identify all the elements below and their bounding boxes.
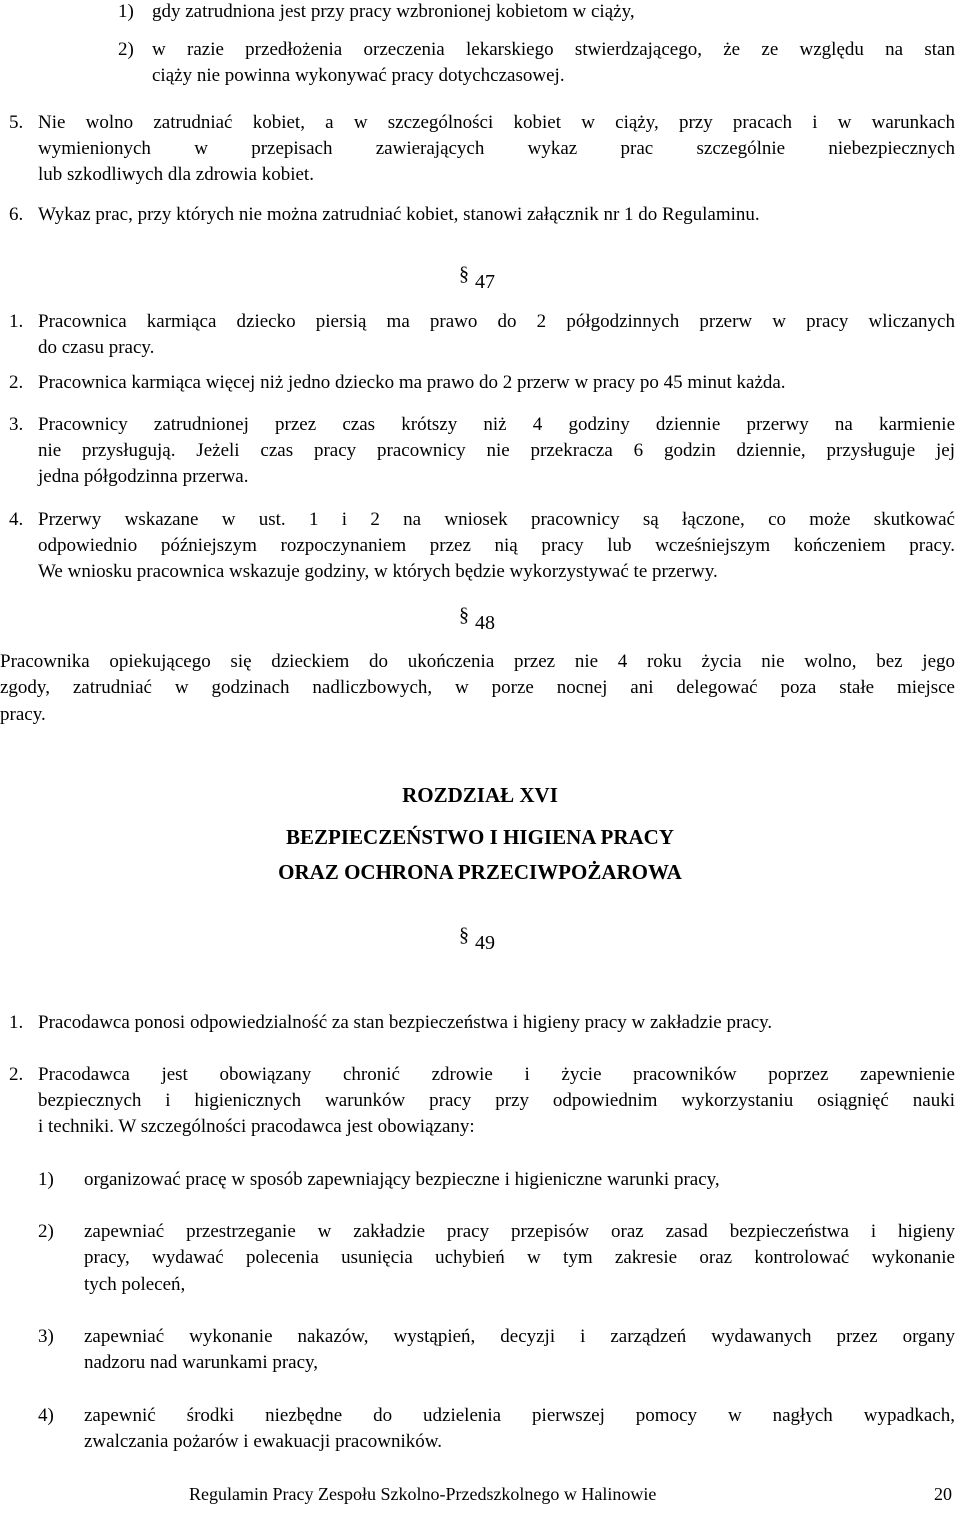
list-item-text: zapewniać przestrzeganie w zakładzie pracy przepisów oraz zasad bezpieczeństwa i higieny [84, 1221, 955, 1242]
paragraph-text: Nie wolno zatrudniać kobiet, a w szczególności kobiet w ciąży, przy pracach i w warunkach [38, 112, 955, 133]
list-item-text: ciąży nie powinna wykonywać pracy dotychczasowej. [152, 65, 565, 86]
paragraph-number: 1. [9, 1012, 24, 1033]
paragraph-text: We wniosku pracownica wskazuje godziny, w których będzie wykorzystywać te przerwy. [38, 561, 718, 582]
section-heading-48 [459, 604, 495, 637]
list-item-text: nadzoru nad warunkami pracy, [84, 1352, 319, 1373]
paragraph-text: i techniki. W szczególności pracodawca jest obowiązany: [38, 1116, 475, 1137]
paragraph-text: jedna półgodzinna przerwa. [38, 466, 249, 487]
paragraph-text: Pracownica karmiąca więcej niż jedno dziecko ma prawo do 2 przerw w pracy po 45 minut każda. [38, 372, 786, 393]
list-number: 1) [38, 1169, 54, 1190]
paragraph-text: Pracownica karmiąca dziecko piersią ma prawo do 2 półgodzinnych przerw w pracy wliczanych [38, 311, 955, 332]
section-number: 48 [475, 612, 495, 634]
list-number: 3) [38, 1326, 54, 1347]
paragraph-number: 1. [9, 311, 24, 332]
paragraph-number: 4. [9, 509, 24, 530]
paragraph-text: Pracownicy zatrudnionej przez czas krótszy niż 4 godziny dziennie przerwy na karmienie [38, 414, 955, 435]
list-number: 4) [38, 1405, 54, 1426]
paragraph-number: 5. [9, 112, 24, 133]
paragraph-text: wymienionych w przepisach zawierających wykaz prac szczególnie niebezpiecznych [38, 138, 955, 159]
paragraph-text: do czasu pracy. [38, 337, 155, 358]
section-symbol: § [459, 924, 469, 946]
paragraph-text: Pracodawca ponosi odpowiedzialność za stan bezpieczeństwa i higieny pracy w zakładzie pracy. [38, 1012, 773, 1033]
list-number: 1) [118, 1, 134, 22]
paragraph-text: nie przysługują. Jeżeli czas pracy pracownicy nie przekracza 6 godzin dziennie, przysługuje jej [38, 440, 955, 461]
paragraph-text: Przerwy wskazane w ust. 1 i 2 na wniosek pracownicy są łączone, co może skutkować [38, 509, 955, 530]
paragraph-text: bezpiecznych i higienicznych warunków pracy przy odpowiednim wykorzystaniu osiągnięć nauki [38, 1090, 955, 1111]
paragraph-text: pracy. [0, 704, 46, 725]
list-number: 2) [118, 39, 134, 60]
list-number: 2) [38, 1221, 54, 1242]
section-heading-47 [459, 263, 495, 296]
section-number: 49 [475, 932, 495, 954]
paragraph-number: 3. [9, 414, 24, 435]
list-item-text: zapewniać wykonanie nakazów, wystąpień, decyzji i zarządzeń wydawanych przez organy [84, 1326, 955, 1347]
list-item-text: organizować pracę w sposób zapewniający bezpieczne i higieniczne warunki pracy, [84, 1169, 720, 1190]
paragraph-number: 2. [9, 372, 24, 393]
paragraph-text: zgody, zatrudniać w godzinach nadliczbowych, w porze nocnej ani delegować poza stałe miejsce [0, 677, 955, 698]
section-heading-49 [459, 924, 495, 957]
section-symbol: § [459, 263, 469, 285]
list-item-text: tych poleceń, [84, 1274, 186, 1295]
chapter-title: ROZDZIAŁ XVI [402, 783, 558, 807]
list-item-text: zwalczania pożarów i ewakuacji pracowników. [84, 1431, 443, 1452]
list-item-text: w razie przedłożenia orzeczenia lekarskiego stwierdzającego, że ze względu na stan [152, 39, 955, 60]
paragraph-text: lub szkodliwych dla zdrowia kobiet. [38, 164, 314, 185]
paragraph-text: odpowiednio późniejszym rozpoczynaniem przez nią pracy lub wcześniejszym kończeniem pracy. [38, 535, 955, 556]
paragraph-number: 2. [9, 1064, 24, 1085]
paragraph-text: Pracodawca jest obowiązany chronić zdrowie i życie pracowników poprzez zapewnienie [38, 1064, 955, 1085]
section-symbol: § [459, 604, 469, 626]
paragraph-text: Pracownika opiekującego się dzieckiem do ukończenia przez nie 4 roku życia nie wolno, bez jego [0, 651, 955, 672]
page-number: 20 [934, 1484, 952, 1504]
list-item-text: gdy zatrudniona jest przy pracy wzbronionej kobietom w ciąży, [152, 1, 635, 22]
chapter-subtitle: ORAZ OCHRONA PRZECIWPOŻAROWA [278, 860, 682, 884]
list-item-text: zapewnić środki niezbędne do udzielenia pierwszej pomocy w nagłych wypadkach, [84, 1405, 955, 1426]
footer-text: Regulamin Pracy Zespołu Szkolno-Przedszkolnego w Halinowie [189, 1484, 657, 1504]
paragraph-number: 6. [9, 204, 24, 225]
list-item-text: pracy, wydawać polecenia usunięcia uchybień w tym zakresie oraz kontrolować wykonanie [84, 1247, 955, 1268]
chapter-subtitle: BEZPIECZEŃSTWO I HIGIENA PRACY [286, 825, 674, 849]
section-number: 47 [475, 271, 495, 293]
paragraph-text: Wykaz prac, przy których nie można zatrudniać kobiet, stanowi załącznik nr 1 do Regulaminu. [38, 204, 760, 225]
